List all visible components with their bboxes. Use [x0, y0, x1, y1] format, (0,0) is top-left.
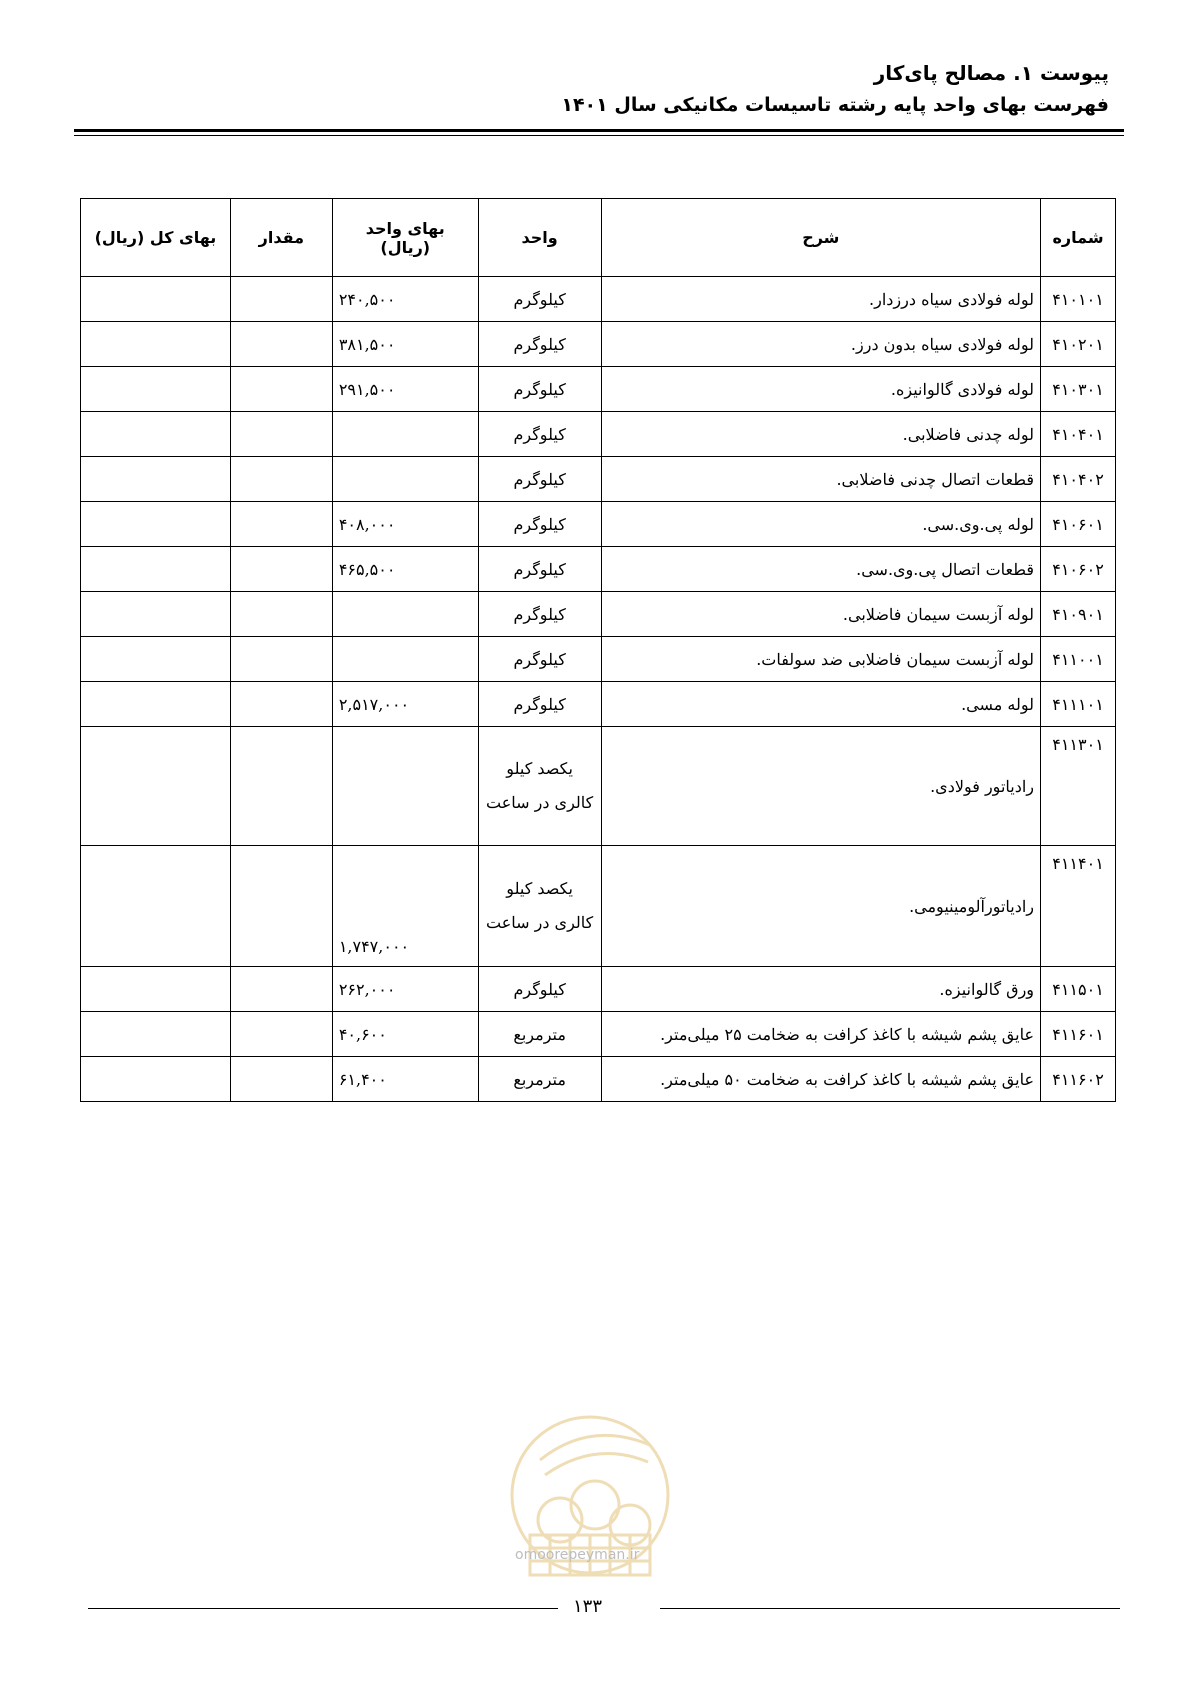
cell-code: ۴۱۱۳۰۱ [1041, 727, 1116, 846]
cell-total [81, 1057, 231, 1102]
cell-total [81, 502, 231, 547]
cell-description: رادیاتور فولادی. [601, 727, 1040, 846]
cell-quantity [230, 637, 332, 682]
cell-description: لوله فولادی سیاه بدون درز. [601, 322, 1040, 367]
table-row [81, 1057, 1116, 1102]
appendix-title: پیوست ۱. مصالح پای‌کار [873, 61, 1109, 85]
cell-unit: کیلوگرم [478, 547, 601, 592]
cell-code: ۴۱۰۶۰۲ [1041, 547, 1116, 592]
cell-unit-price [332, 412, 478, 457]
cell-description: قطعات اتصال پی.وی.سی. [601, 547, 1040, 592]
table-row [81, 846, 1116, 967]
table-row [81, 547, 1116, 592]
cell-code: ۴۱۱۵۰۱ [1041, 967, 1116, 1012]
cell-code: ۴۱۰۶۰۱ [1041, 502, 1116, 547]
cell-total [81, 547, 231, 592]
cell-total [81, 592, 231, 637]
cell-description: قطعات اتصال چدنی فاضلابی. [601, 457, 1040, 502]
cell-unit-price [332, 637, 478, 682]
table-row [81, 502, 1116, 547]
cell-description: لوله چدنی فاضلابی. [601, 412, 1040, 457]
cell-unit-price: ۱,۷۴۷,۰۰۰ [332, 846, 478, 967]
cell-quantity [230, 322, 332, 367]
table-header-row [81, 199, 1116, 277]
table-row [81, 1012, 1116, 1057]
document-subtitle: فهرست بهای واحد پایه رشته تاسیسات مکانیکی سال ۱۴۰۱ [561, 94, 1109, 116]
watermark-url: omoorepeyman.ir [515, 1547, 640, 1563]
column-header-quantity: مقدار [230, 199, 332, 277]
cell-unit: یکصد کیلو کالری در ساعت [478, 727, 601, 846]
cell-unit: کیلوگرم [478, 277, 601, 322]
page-header [69, 56, 1109, 120]
cell-description: لوله مسی. [601, 682, 1040, 727]
cell-unit-price [332, 727, 478, 846]
table-row [81, 727, 1116, 846]
cell-unit-price: ۲۶۲,۰۰۰ [332, 967, 478, 1012]
cell-code: ۴۱۰۹۰۱ [1041, 592, 1116, 637]
cell-quantity [230, 592, 332, 637]
unit-price-label: بهای واحد [365, 218, 445, 238]
column-header-description: شرح [601, 199, 1040, 277]
cell-unit: کیلوگرم [478, 682, 601, 727]
cell-code: ۴۱۰۴۰۱ [1041, 412, 1116, 457]
cell-quantity [230, 1012, 332, 1057]
cell-unit: کیلوگرم [478, 322, 601, 367]
cell-description: عایق پشم شیشه با کاغذ کرافت به ضخامت ۵۰ میلی‌متر. [601, 1057, 1040, 1102]
cell-unit-price: ۲۴۰,۵۰۰ [332, 277, 478, 322]
footer-rule-right [660, 1608, 1120, 1609]
table-row [81, 592, 1116, 637]
cell-quantity [230, 682, 332, 727]
table-row [81, 967, 1116, 1012]
cell-code: ۴۱۱۶۰۱ [1041, 1012, 1116, 1057]
column-header-code: شماره [1041, 199, 1116, 277]
cell-unit: یکصد کیلو کالری در ساعت [478, 846, 601, 967]
cell-total [81, 457, 231, 502]
cell-unit: کیلوگرم [478, 637, 601, 682]
cell-description: لوله پی.وی.سی. [601, 502, 1040, 547]
cell-unit-price: ۳۸۱,۵۰۰ [332, 322, 478, 367]
unit-price-currency: (ریال) [380, 237, 431, 257]
cell-quantity [230, 412, 332, 457]
cell-code: ۴۱۱۰۰۱ [1041, 637, 1116, 682]
header-rule-thick [74, 129, 1124, 132]
cell-code: ۴۱۰۴۰۲ [1041, 457, 1116, 502]
cell-unit-price: ۴۶۵,۵۰۰ [332, 547, 478, 592]
cell-quantity [230, 547, 332, 592]
cell-quantity [230, 367, 332, 412]
table-row [81, 682, 1116, 727]
cell-total [81, 412, 231, 457]
cell-code: ۴۱۱۶۰۲ [1041, 1057, 1116, 1102]
footer-rule-left [88, 1608, 558, 1609]
cell-code: ۴۱۱۱۰۱ [1041, 682, 1116, 727]
cell-unit-price: ۲,۵۱۷,۰۰۰ [332, 682, 478, 727]
cell-total [81, 322, 231, 367]
cell-description: لوله فولادی گالوانیزه. [601, 367, 1040, 412]
table-row [81, 367, 1116, 412]
cell-description: ورق گالوانیزه. [601, 967, 1040, 1012]
cell-unit-price: ۲۹۱,۵۰۰ [332, 367, 478, 412]
table-row [81, 637, 1116, 682]
cell-code: ۴۱۰۱۰۱ [1041, 277, 1116, 322]
cell-quantity [230, 502, 332, 547]
cell-total [81, 682, 231, 727]
cell-unit: کیلوگرم [478, 367, 601, 412]
cell-quantity [230, 277, 332, 322]
table-row [81, 277, 1116, 322]
cell-code: ۴۱۰۳۰۱ [1041, 367, 1116, 412]
cell-unit-price: ۴۰۸,۰۰۰ [332, 502, 478, 547]
cell-quantity [230, 1057, 332, 1102]
cell-quantity [230, 457, 332, 502]
cell-unit: کیلوگرم [478, 412, 601, 457]
cell-unit-price [332, 457, 478, 502]
column-header-unit: واحد [478, 199, 601, 277]
page-number: ۱۳۳ [573, 1596, 603, 1617]
cell-unit-price [332, 592, 478, 637]
cell-description: لوله فولادی سیاه درزدار. [601, 277, 1040, 322]
price-list-table [80, 198, 1116, 1102]
cell-quantity [230, 846, 332, 967]
cell-unit: کیلوگرم [478, 967, 601, 1012]
cell-unit: کیلوگرم [478, 502, 601, 547]
column-header-total: بهای کل (ریال) [81, 199, 231, 277]
cell-description: لوله آزبست سیمان فاضلابی. [601, 592, 1040, 637]
cell-code: ۴۱۰۲۰۱ [1041, 322, 1116, 367]
column-header-unit-price [332, 199, 478, 277]
cell-code: ۴۱۱۴۰۱ [1041, 846, 1116, 967]
table-row [81, 412, 1116, 457]
cell-total [81, 1012, 231, 1057]
cell-quantity [230, 727, 332, 846]
cell-quantity [230, 967, 332, 1012]
cell-total [81, 967, 231, 1012]
cell-total [81, 367, 231, 412]
header-rule-thin [74, 135, 1124, 136]
table-row [81, 457, 1116, 502]
cell-description: رادیاتورآلومینیومی. [601, 846, 1040, 967]
cell-total [81, 727, 231, 846]
cell-unit-price: ۶۱,۴۰۰ [332, 1057, 478, 1102]
cell-unit: کیلوگرم [478, 592, 601, 637]
cell-unit-price: ۴۰,۶۰۰ [332, 1012, 478, 1057]
watermark-logo [500, 1400, 680, 1600]
cell-unit: مترمربع [478, 1057, 601, 1102]
cell-unit: کیلوگرم [478, 457, 601, 502]
cell-description: عایق پشم شیشه با کاغذ کرافت به ضخامت ۲۵ میلی‌متر. [601, 1012, 1040, 1057]
cell-total [81, 637, 231, 682]
cell-total [81, 846, 231, 967]
cell-unit: مترمربع [478, 1012, 601, 1057]
cell-total [81, 277, 231, 322]
table-row [81, 322, 1116, 367]
cell-description: لوله آزبست سیمان فاضلابی ضد سولفات. [601, 637, 1040, 682]
